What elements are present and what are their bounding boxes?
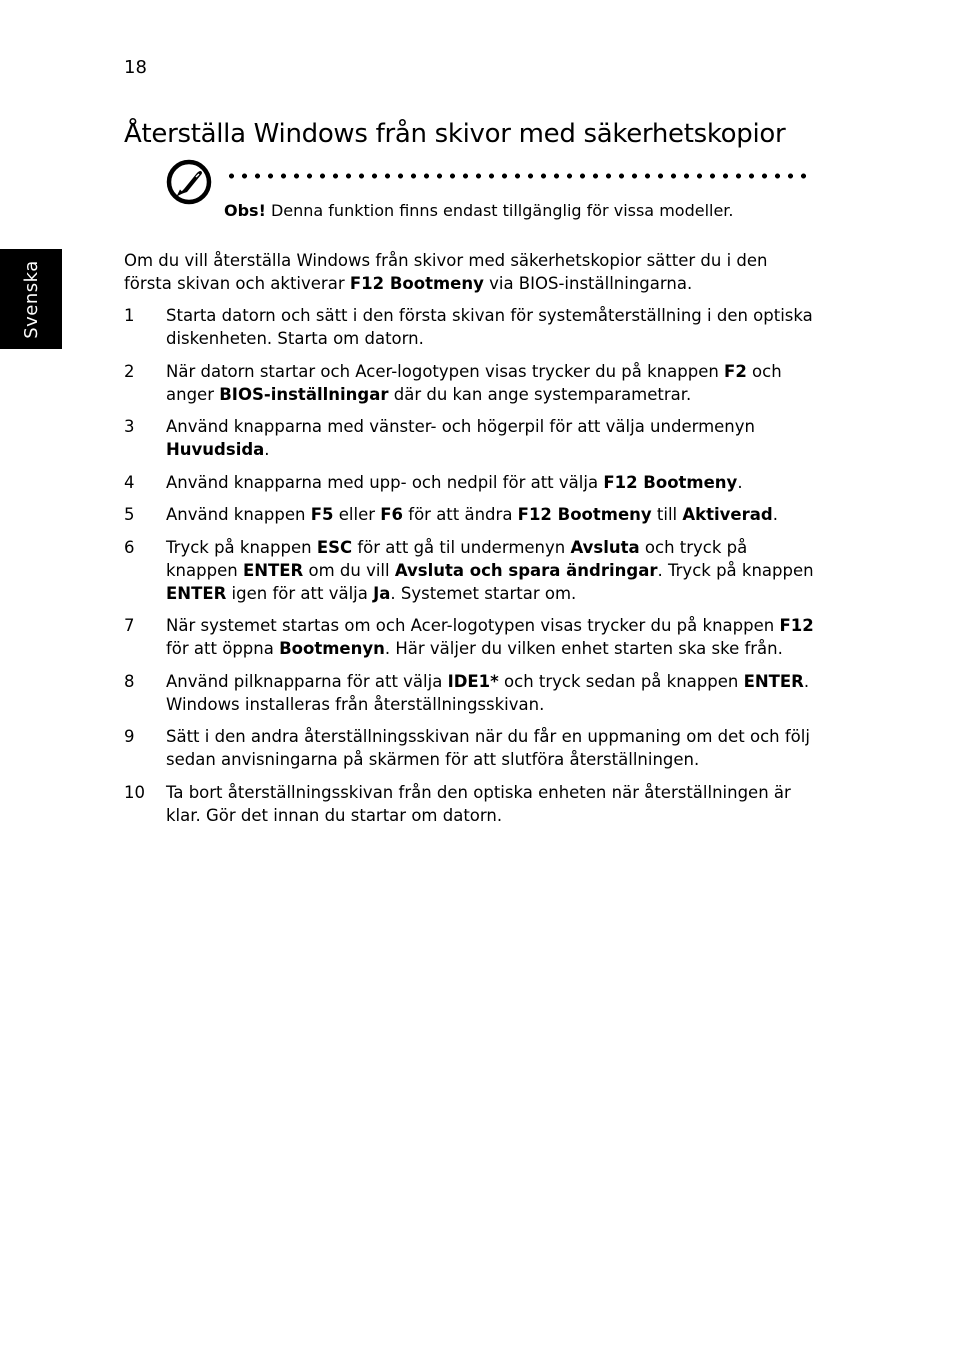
text-run: Använd pilknapparna för att välja (166, 671, 448, 691)
keyword: Avsluta och spara ändringar (394, 560, 658, 580)
text-run: eller (333, 505, 381, 524)
text-run: via BIOS-inställningarna. (483, 274, 693, 293)
text-run: Använd knappen (166, 505, 311, 524)
language-side-tab (0, 249, 62, 349)
pencil-note-icon (166, 159, 212, 205)
keyword: F12 Bootmeny (603, 472, 738, 492)
text-run: När systemet startas om och Acer-logotypen visas trycker du på knappen (166, 616, 780, 635)
step-item (124, 725, 814, 771)
step-text (166, 725, 814, 771)
text-run: om du vill (303, 560, 395, 580)
step-text (166, 614, 814, 660)
note-label: Obs! (224, 201, 266, 220)
text-run: och anger (166, 361, 782, 404)
keyword: Avsluta (570, 537, 640, 557)
keyword: ENTER (166, 583, 227, 603)
page-number: 18 (124, 57, 147, 78)
step-item (124, 360, 814, 406)
text-run: Använd knapparna med vänster- och högerpil för att välja undermenyn (166, 417, 755, 436)
step-list (124, 304, 814, 836)
keyword: Aktiverad (682, 505, 773, 524)
text-run: . Systemet startar om. (390, 583, 577, 603)
keyword: F5 (310, 505, 334, 524)
keyword: ESC (316, 537, 353, 557)
step-number: 4 (124, 472, 135, 492)
text-run: Starta datorn och sätt i den första skivan för systemåterställning i den optiska diskenheten. Starta om datorn. (166, 306, 813, 348)
keyword: ENTER (242, 560, 304, 580)
text-run: och tryck på knappen (166, 537, 748, 580)
keyword: F12 Bootmeny (349, 274, 484, 293)
text-run: Använd knapparna med upp- och nedpil för att välja (166, 472, 604, 492)
intro-paragraph (124, 249, 814, 295)
step-number: 10 (124, 782, 145, 802)
step-number: 3 (124, 417, 135, 436)
step-text (166, 304, 814, 350)
language-label: Svenska (20, 259, 42, 339)
step-text (166, 670, 814, 716)
text-run: När datorn startar och Acer-logotypen visas trycker du på knappen (166, 361, 725, 381)
text-run: . (737, 472, 743, 492)
step-item (124, 415, 814, 461)
text-run: för att ändra (403, 505, 518, 524)
step-item (124, 670, 814, 716)
text-run: . Tryck på knappen (657, 560, 814, 580)
step-number: 7 (124, 616, 135, 635)
text-run: igen för att välja (226, 583, 374, 603)
keyword: Bootmenyn (279, 639, 385, 658)
keyword: Huvudsida (166, 440, 265, 459)
step-text (166, 503, 814, 526)
text-run: . Här väljer du vilken enhet starten ska ske från. (384, 639, 783, 658)
step-text (166, 415, 814, 461)
step-number: 1 (124, 306, 135, 325)
step-item (124, 304, 814, 350)
step-number: 5 (124, 505, 135, 524)
keyword: F12 (779, 616, 814, 635)
text-run: Sätt i den andra återställningsskivan när du får en uppmaning om det och följ sedan anvisningarna på skärmen för att slutföra återställningen. (166, 727, 810, 769)
step-item (124, 781, 814, 827)
keyword: Ja (373, 583, 391, 603)
step-item (124, 536, 814, 605)
step-number: 6 (124, 537, 135, 557)
note-dotted-divider (225, 173, 810, 179)
note-text (224, 199, 734, 223)
text-run: Tryck på knappen (166, 537, 317, 557)
keyword: F6 (380, 505, 404, 524)
keyword: BIOS-inställningar (219, 384, 389, 404)
step-item (124, 614, 814, 660)
text-run: där du kan ange systemparametrar. (388, 384, 692, 404)
text-run: . Windows installeras från återställningsskivan. (166, 671, 810, 714)
page-title: Återställa Windows från skivor med säkerhetskopior (124, 119, 786, 149)
text-run: . (264, 440, 270, 459)
text-run: Ta bort återställningsskivan från den optiska enheten när återställningen är klar. Gör det innan du startar om datorn. (166, 782, 791, 825)
text-run: Om du vill återställa Windows från skivor med säkerhetskopior sätter du i den första skivan och aktiverar (124, 251, 768, 293)
keyword: F2 (724, 361, 747, 381)
keyword: F12 Bootmeny (517, 505, 652, 524)
step-text (166, 781, 814, 827)
step-number: 9 (124, 727, 135, 746)
note-body: Denna funktion finns endast tillgänglig för vissa modeller. (265, 201, 734, 220)
step-text (166, 471, 814, 494)
step-item (124, 471, 814, 494)
step-text (166, 536, 814, 605)
step-number: 8 (124, 671, 135, 691)
text-run: för att öppna (166, 639, 280, 658)
step-item (124, 503, 814, 526)
text-run: och tryck sedan på knappen (498, 671, 744, 691)
keyword: IDE1* (447, 671, 499, 691)
step-number: 2 (124, 361, 135, 381)
text-run: . (772, 505, 778, 524)
keyword: ENTER (743, 671, 804, 691)
step-text (166, 360, 814, 406)
text-run: för att gå til undermenyn (352, 537, 571, 557)
text-run: till (651, 505, 683, 524)
